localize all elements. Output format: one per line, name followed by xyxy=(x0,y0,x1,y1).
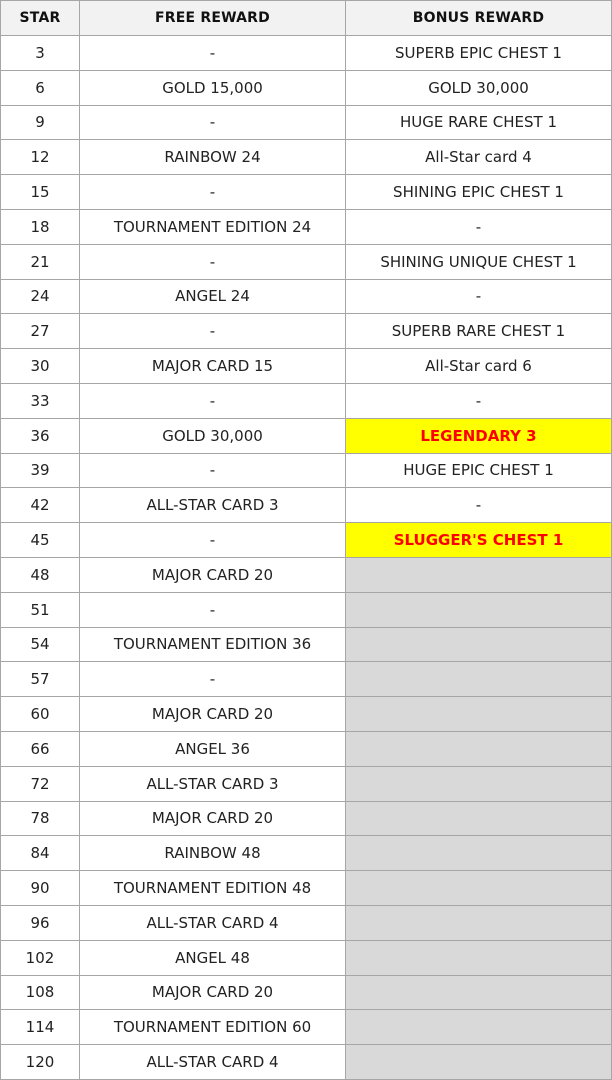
table-row xyxy=(1,523,612,558)
table-row xyxy=(1,209,612,244)
star-cell: 18 xyxy=(1,209,80,244)
table-row xyxy=(1,244,612,279)
bonus-reward-cell: All-Star card 4 xyxy=(346,140,612,175)
star-cell: 21 xyxy=(1,244,80,279)
table-row xyxy=(1,418,612,453)
bonus-reward-cell: SHINING UNIQUE CHEST 1 xyxy=(346,244,612,279)
free-reward-cell: MAJOR CARD 20 xyxy=(80,697,346,732)
free-reward-cell: TOURNAMENT EDITION 24 xyxy=(80,209,346,244)
table-row xyxy=(1,1010,612,1045)
free-reward-cell: MAJOR CARD 15 xyxy=(80,349,346,384)
header-star: STAR xyxy=(1,1,80,36)
bonus-reward-cell-locked xyxy=(346,592,612,627)
bonus-reward-cell-locked xyxy=(346,940,612,975)
free-reward-cell: GOLD 30,000 xyxy=(80,418,346,453)
table-row xyxy=(1,766,612,801)
star-cell: 108 xyxy=(1,975,80,1010)
star-cell: 84 xyxy=(1,836,80,871)
free-reward-cell: RAINBOW 24 xyxy=(80,140,346,175)
star-cell: 78 xyxy=(1,801,80,836)
bonus-reward-cell-locked xyxy=(346,905,612,940)
table-row xyxy=(1,488,612,523)
table-row xyxy=(1,383,612,418)
table-row xyxy=(1,697,612,732)
bonus-reward-cell-locked xyxy=(346,801,612,836)
table-row xyxy=(1,801,612,836)
star-cell: 33 xyxy=(1,383,80,418)
star-cell: 45 xyxy=(1,523,80,558)
free-reward-cell: - xyxy=(80,175,346,210)
bonus-reward-cell: HUGE RARE CHEST 1 xyxy=(346,105,612,140)
bonus-reward-cell: SHINING EPIC CHEST 1 xyxy=(346,175,612,210)
star-cell: 120 xyxy=(1,1045,80,1080)
reward-table-body xyxy=(1,36,612,1080)
table-row xyxy=(1,557,612,592)
table-row xyxy=(1,627,612,662)
free-reward-cell: ANGEL 36 xyxy=(80,731,346,766)
table-row xyxy=(1,279,612,314)
bonus-reward-cell: GOLD 30,000 xyxy=(346,70,612,105)
free-reward-cell: - xyxy=(80,244,346,279)
bonus-reward-cell-locked xyxy=(346,662,612,697)
star-cell: 60 xyxy=(1,697,80,732)
free-reward-cell: - xyxy=(80,662,346,697)
free-reward-cell: GOLD 15,000 xyxy=(80,70,346,105)
bonus-reward-cell-locked xyxy=(346,557,612,592)
table-row xyxy=(1,453,612,488)
free-reward-cell: TOURNAMENT EDITION 60 xyxy=(80,1010,346,1045)
free-reward-cell: - xyxy=(80,36,346,71)
star-cell: 48 xyxy=(1,557,80,592)
bonus-reward-cell-locked xyxy=(346,731,612,766)
table-row xyxy=(1,314,612,349)
star-cell: 96 xyxy=(1,905,80,940)
table-row xyxy=(1,975,612,1010)
table-row xyxy=(1,662,612,697)
free-reward-cell: ANGEL 24 xyxy=(80,279,346,314)
star-cell: 6 xyxy=(1,70,80,105)
table-row xyxy=(1,871,612,906)
star-cell: 102 xyxy=(1,940,80,975)
free-reward-cell: TOURNAMENT EDITION 48 xyxy=(80,871,346,906)
star-cell: 12 xyxy=(1,140,80,175)
table-row xyxy=(1,140,612,175)
table-row xyxy=(1,105,612,140)
bonus-reward-cell-locked xyxy=(346,836,612,871)
free-reward-cell: TOURNAMENT EDITION 36 xyxy=(80,627,346,662)
bonus-reward-cell: - xyxy=(346,279,612,314)
free-reward-cell: MAJOR CARD 20 xyxy=(80,975,346,1010)
free-reward-cell: RAINBOW 48 xyxy=(80,836,346,871)
bonus-reward-cell: SLUGGER'S CHEST 1 xyxy=(346,523,612,558)
table-row xyxy=(1,175,612,210)
bonus-reward-cell-locked xyxy=(346,1045,612,1080)
bonus-reward-cell: - xyxy=(346,383,612,418)
bonus-reward-cell: SUPERB EPIC CHEST 1 xyxy=(346,36,612,71)
star-cell: 90 xyxy=(1,871,80,906)
star-cell: 42 xyxy=(1,488,80,523)
bonus-reward-cell-locked xyxy=(346,871,612,906)
header-bonus-reward: BONUS REWARD xyxy=(346,1,612,36)
header-free-reward: FREE REWARD xyxy=(80,1,346,36)
table-row xyxy=(1,349,612,384)
star-cell: 27 xyxy=(1,314,80,349)
free-reward-cell: ANGEL 48 xyxy=(80,940,346,975)
free-reward-cell: ALL-STAR CARD 3 xyxy=(80,488,346,523)
star-cell: 30 xyxy=(1,349,80,384)
bonus-reward-cell-locked xyxy=(346,697,612,732)
table-row xyxy=(1,905,612,940)
free-reward-cell: - xyxy=(80,523,346,558)
star-cell: 36 xyxy=(1,418,80,453)
star-cell: 66 xyxy=(1,731,80,766)
bonus-reward-cell: LEGENDARY 3 xyxy=(346,418,612,453)
table-row xyxy=(1,731,612,766)
star-cell: 15 xyxy=(1,175,80,210)
header-row xyxy=(1,1,612,36)
table-row xyxy=(1,592,612,627)
bonus-reward-cell-locked xyxy=(346,766,612,801)
free-reward-cell: MAJOR CARD 20 xyxy=(80,557,346,592)
star-cell: 51 xyxy=(1,592,80,627)
bonus-reward-cell: HUGE EPIC CHEST 1 xyxy=(346,453,612,488)
free-reward-cell: ALL-STAR CARD 3 xyxy=(80,766,346,801)
free-reward-cell: ALL-STAR CARD 4 xyxy=(80,1045,346,1080)
bonus-reward-cell: - xyxy=(346,209,612,244)
star-cell: 114 xyxy=(1,1010,80,1045)
bonus-reward-cell: - xyxy=(346,488,612,523)
free-reward-cell: - xyxy=(80,314,346,349)
star-cell: 39 xyxy=(1,453,80,488)
star-cell: 24 xyxy=(1,279,80,314)
star-cell: 9 xyxy=(1,105,80,140)
bonus-reward-cell-locked xyxy=(346,627,612,662)
free-reward-cell: - xyxy=(80,105,346,140)
table-row xyxy=(1,836,612,871)
reward-table-header xyxy=(1,1,612,36)
star-cell: 57 xyxy=(1,662,80,697)
bonus-reward-cell: All-Star card 6 xyxy=(346,349,612,384)
table-row xyxy=(1,940,612,975)
free-reward-cell: MAJOR CARD 20 xyxy=(80,801,346,836)
free-reward-cell: ALL-STAR CARD 4 xyxy=(80,905,346,940)
free-reward-cell: - xyxy=(80,453,346,488)
bonus-reward-cell: SUPERB RARE CHEST 1 xyxy=(346,314,612,349)
bonus-reward-cell-locked xyxy=(346,1010,612,1045)
star-cell: 3 xyxy=(1,36,80,71)
star-cell: 72 xyxy=(1,766,80,801)
table-row xyxy=(1,36,612,71)
star-cell: 54 xyxy=(1,627,80,662)
table-row xyxy=(1,1045,612,1080)
free-reward-cell: - xyxy=(80,383,346,418)
table-row xyxy=(1,70,612,105)
bonus-reward-cell-locked xyxy=(346,975,612,1010)
free-reward-cell: - xyxy=(80,592,346,627)
